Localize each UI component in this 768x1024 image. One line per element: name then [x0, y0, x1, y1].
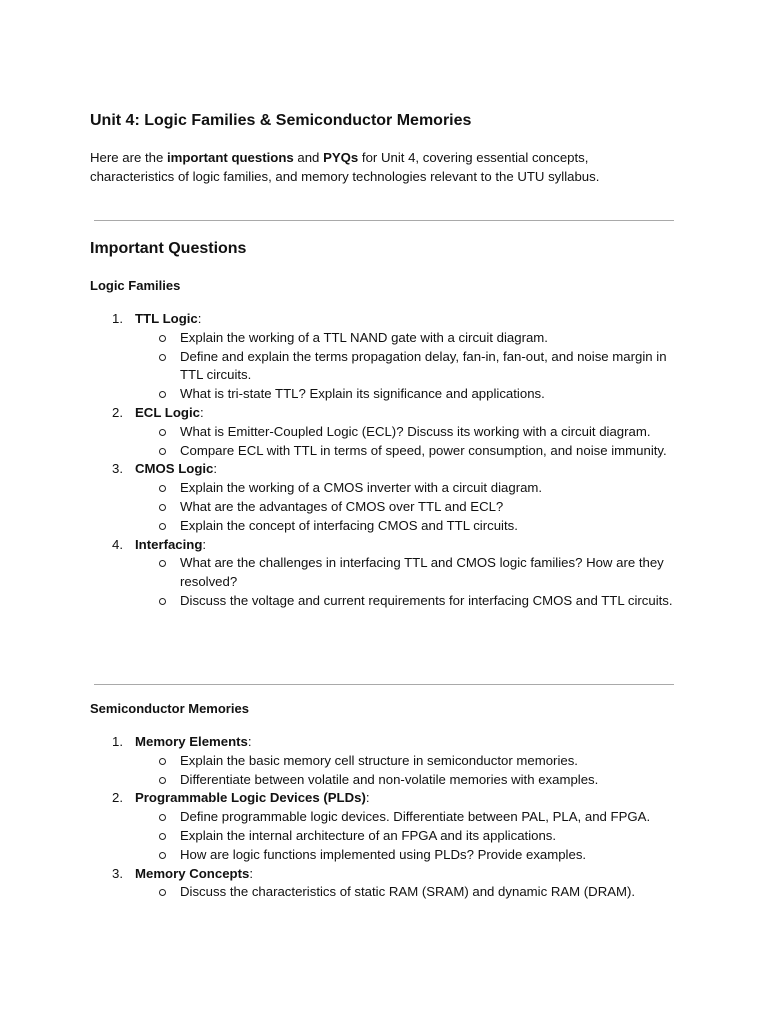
sub-list	[135, 752, 680, 790]
divider	[94, 684, 674, 685]
item-title-suffix: :	[213, 461, 218, 477]
list-item	[90, 404, 680, 460]
list-item	[90, 310, 680, 404]
sub-item-text: Define programmable logic devices. Differentiate between PAL, PLA, and FPGA.	[180, 809, 651, 825]
hollow-bullet-icon	[159, 852, 166, 859]
sub-list-item	[135, 423, 680, 442]
item-title: CMOS Logic	[135, 461, 214, 477]
sub-list-item	[135, 846, 680, 865]
logic-families-list	[90, 310, 680, 611]
sub-list-item	[135, 592, 680, 611]
intro-text: and	[293, 150, 324, 165]
sub-list-item	[135, 517, 680, 536]
hollow-bullet-icon	[159, 354, 166, 361]
list-item	[90, 536, 680, 611]
page-title: Unit 4: Logic Families & Semiconductor Memories	[90, 112, 472, 129]
divider	[94, 220, 674, 221]
list-item	[90, 733, 680, 789]
item-title: Interfacing	[135, 536, 203, 552]
list-number: 3.	[112, 865, 123, 881]
subsection-heading-logic-families: Logic Families	[90, 278, 181, 293]
sub-list-item	[135, 442, 680, 461]
hollow-bullet-icon	[159, 391, 166, 398]
sub-item-text: Explain the concept of interfacing CMOS and TTL circuits.	[180, 517, 518, 533]
hollow-bullet-icon	[159, 598, 166, 605]
hollow-bullet-icon	[159, 889, 166, 896]
list-item	[90, 865, 680, 903]
sub-list	[135, 423, 680, 461]
sub-item-text: Explain the working of a CMOS inverter with a circuit diagram.	[180, 480, 543, 496]
item-title: ECL Logic	[135, 404, 200, 420]
intro-paragraph	[90, 148, 650, 186]
item-title: Programmable Logic Devices (PLDs)	[135, 790, 366, 806]
intro-bold: important questions	[166, 150, 294, 165]
list-number: 1.	[112, 311, 123, 326]
sub-list-item	[135, 479, 680, 498]
sub-list	[135, 329, 680, 404]
sub-item-text: What are the challenges in interfacing TTL and CMOS logic families? How are they resolved?	[180, 555, 664, 590]
sub-list-item	[135, 883, 680, 902]
item-title-suffix: :	[365, 790, 370, 806]
sub-item-text: What are the advantages of CMOS over TTL and ECL?	[180, 498, 504, 514]
list-item	[90, 460, 680, 535]
sub-list	[135, 883, 680, 902]
sub-item-text: Define and explain the terms propagation delay, fan-in, fan-out, and noise margin in TTL circuits.	[180, 348, 667, 383]
hollow-bullet-icon	[159, 335, 166, 342]
sub-list-item	[135, 385, 680, 404]
item-title-suffix: :	[202, 536, 207, 552]
subsection-heading-semiconductor-memories: Semiconductor Memories	[90, 701, 249, 716]
item-title-suffix: :	[249, 865, 253, 881]
sub-list-item	[135, 348, 680, 386]
hollow-bullet-icon	[159, 560, 166, 567]
item-title: Memory Elements	[135, 734, 248, 749]
hollow-bullet-icon	[159, 485, 166, 492]
sub-item-text: Explain the internal architecture of an FPGA and its applications.	[180, 827, 557, 843]
sub-list-item	[135, 498, 680, 517]
semiconductor-memories-list	[90, 733, 680, 902]
sub-list-item	[135, 554, 680, 592]
list-item	[90, 789, 680, 864]
hollow-bullet-icon	[159, 523, 166, 530]
list-number: 2.	[112, 790, 123, 806]
sub-list	[135, 479, 680, 535]
item-title: TTL Logic	[135, 311, 198, 326]
hollow-bullet-icon	[159, 814, 166, 821]
item-title-suffix: :	[197, 311, 202, 326]
list-number: 4.	[112, 536, 123, 552]
sub-item-text: Explain the basic memory cell structure in semiconductor memories.	[180, 752, 578, 768]
hollow-bullet-icon	[159, 833, 166, 840]
intro-text: Here are the	[90, 150, 167, 165]
sub-list	[135, 808, 680, 864]
sub-item-text: Discuss the characteristics of static RAM (SRAM) and dynamic RAM (DRAM).	[180, 884, 636, 900]
hollow-bullet-icon	[159, 758, 166, 765]
sub-list-item	[135, 771, 680, 790]
list-number: 2.	[112, 404, 123, 420]
sub-list-item	[135, 827, 680, 846]
list-number: 1.	[112, 734, 123, 749]
item-title: Memory Concepts	[135, 865, 250, 881]
item-title-suffix: :	[247, 734, 252, 749]
sub-item-text: Explain the working of a TTL NAND gate with a circuit diagram.	[180, 329, 548, 345]
hollow-bullet-icon	[159, 504, 166, 511]
hollow-bullet-icon	[159, 777, 166, 784]
sub-item-text: Compare ECL with TTL in terms of speed, power consumption, and noise immunity.	[180, 442, 667, 458]
sub-list-item	[135, 752, 680, 771]
sub-item-text: What is Emitter-Coupled Logic (ECL)? Discuss its working with a circuit diagram.	[180, 423, 651, 439]
hollow-bullet-icon	[159, 448, 166, 455]
sub-item-text: Discuss the voltage and current requirements for interfacing CMOS and TTL circuits.	[180, 592, 673, 608]
intro-text: for Unit 4, covering essential concepts, characteristics of logic families, and memory technologies relevant to the UTU syllabus.	[90, 150, 600, 184]
item-title-suffix: :	[199, 404, 204, 420]
sub-item-text: Differentiate between volatile and non-volatile memories with examples.	[180, 771, 599, 787]
sub-list-item	[135, 329, 680, 348]
sub-item-text: How are logic functions implemented using PLDs? Provide examples.	[180, 846, 587, 862]
list-number: 3.	[112, 461, 123, 477]
section-heading: Important Questions	[90, 240, 247, 257]
intro-bold: PYQs	[323, 150, 359, 165]
sub-item-text: What is tri-state TTL? Explain its significance and applications.	[180, 386, 545, 402]
hollow-bullet-icon	[159, 429, 166, 436]
sub-list-item	[135, 808, 680, 827]
sub-list	[135, 554, 680, 610]
